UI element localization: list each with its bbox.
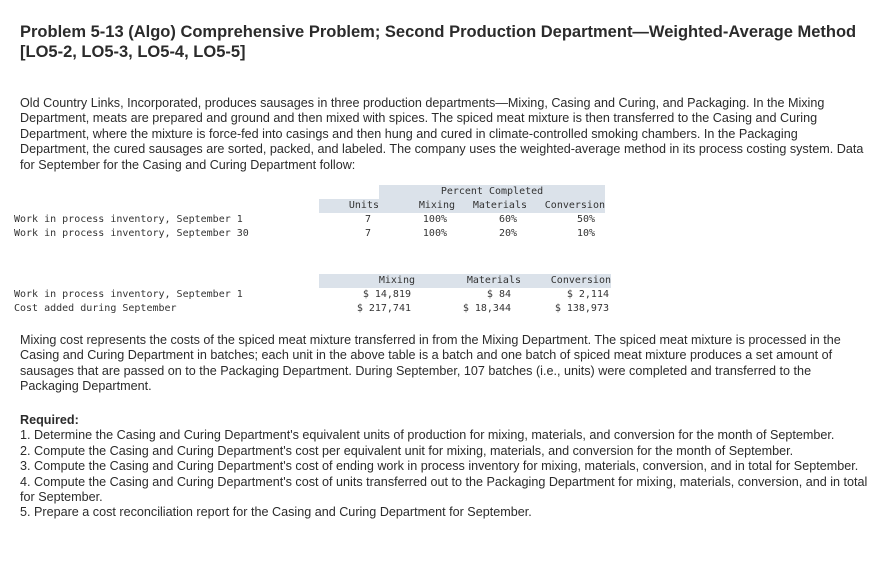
- required-item-3: 3. Compute the Casing and Curing Department's cost of ending work in process inventory for mixing, materials, conversion, and in total for September.: [20, 459, 859, 474]
- units-header: Units: [319, 199, 379, 213]
- table-row: [14, 213, 605, 227]
- problem-page: [20, 22, 870, 173]
- required-section: [20, 413, 870, 521]
- units-table: [14, 185, 605, 241]
- conversion-value: 10%: [576, 228, 595, 239]
- required-item-2: 2. Compute the Casing and Curing Department's cost per equivalent unit for mixing, materials, and conversion for the month of September.: [20, 443, 794, 458]
- row-label: Cost added during September: [14, 303, 177, 314]
- units-value: 7: [364, 228, 371, 239]
- materials-cost: $ 84: [486, 289, 511, 300]
- problem-title: Problem 5-13 (Algo) Comprehensive Problem; Second Production Department—Weighted-Average Method [LO5-2, LO5-3, LO5-4, LO5-5]: [20, 23, 857, 61]
- percent-completed-header: Percent Completed: [379, 185, 605, 199]
- table-row: [14, 227, 605, 241]
- conversion-cost: $ 138,973: [554, 303, 609, 314]
- materials-cost: $ 18,344: [462, 303, 511, 314]
- materials-value: 20%: [498, 228, 517, 239]
- materials-header: Materials: [415, 274, 521, 288]
- conversion-cost: $ 2,114: [566, 289, 609, 300]
- required-item-5: 5. Prepare a cost reconciliation report for the Casing and Curing Department for September.: [20, 505, 532, 520]
- required-heading: Required:: [20, 413, 79, 427]
- mixing-header: Mixing: [379, 199, 455, 213]
- costs-table: [14, 274, 611, 316]
- table-row: [14, 302, 611, 316]
- required-item-4: 4. Compute the Casing and Curing Department's cost of units transferred out to the Packaging Department for mixing, materials, conversion, and in total for September.: [20, 474, 868, 505]
- units-value: 7: [364, 214, 371, 225]
- required-item-1: 1. Determine the Casing and Curing Department's equivalent units of production for mixing, materials, and conversion for the month of September.: [20, 428, 835, 443]
- conversion-header: Conversion: [527, 199, 605, 213]
- conversion-value: 50%: [576, 214, 595, 225]
- row-label: Work in process inventory, September 30: [14, 228, 249, 239]
- row-label: Work in process inventory, September 1: [14, 214, 243, 225]
- intro-paragraph: Old Country Links, Incorporated, produces sausages in three production departments—Mixing, Casing and Curing, and Packaging. In the Mixing Department, meats are prepared and ground and then mixed with spices. The spiced meat mixture is then transferred to the Casing and Curing Department, where the mixture is force-fed into casings and then hung and cured in climate-controlled smoking chambers. In the Packaging Department, the cured sausages are sorted, packed, and labeled. The company uses the weighted-average method in its process costing system. Data for September for the Casing and Curing Department follow:: [20, 96, 864, 172]
- conversion-header: Conversion: [521, 274, 611, 288]
- mixing-header: Mixing: [319, 274, 415, 288]
- materials-header: Materials: [455, 199, 527, 213]
- materials-value: 60%: [498, 214, 517, 225]
- mixing-value: 100%: [422, 214, 447, 225]
- mixing-value: 100%: [422, 228, 447, 239]
- table-row: [14, 288, 611, 302]
- mixing-cost: $ 14,819: [362, 289, 411, 300]
- row-label: Work in process inventory, September 1: [14, 289, 243, 300]
- mixing-cost-paragraph: Mixing cost represents the costs of the spiced meat mixture transferred in from the Mixing Department. The spiced meat mixture is processed in the Casing and Curing Department in batches; each unit in the above table is a batch and one batch of spiced meat mixture produces a set amount of sausages that are passed on to the Packaging Department. During September, 107 batches (i.e., units) were completed and transferred to the Packaging Department.: [20, 333, 841, 394]
- mixing-cost: $ 217,741: [356, 303, 411, 314]
